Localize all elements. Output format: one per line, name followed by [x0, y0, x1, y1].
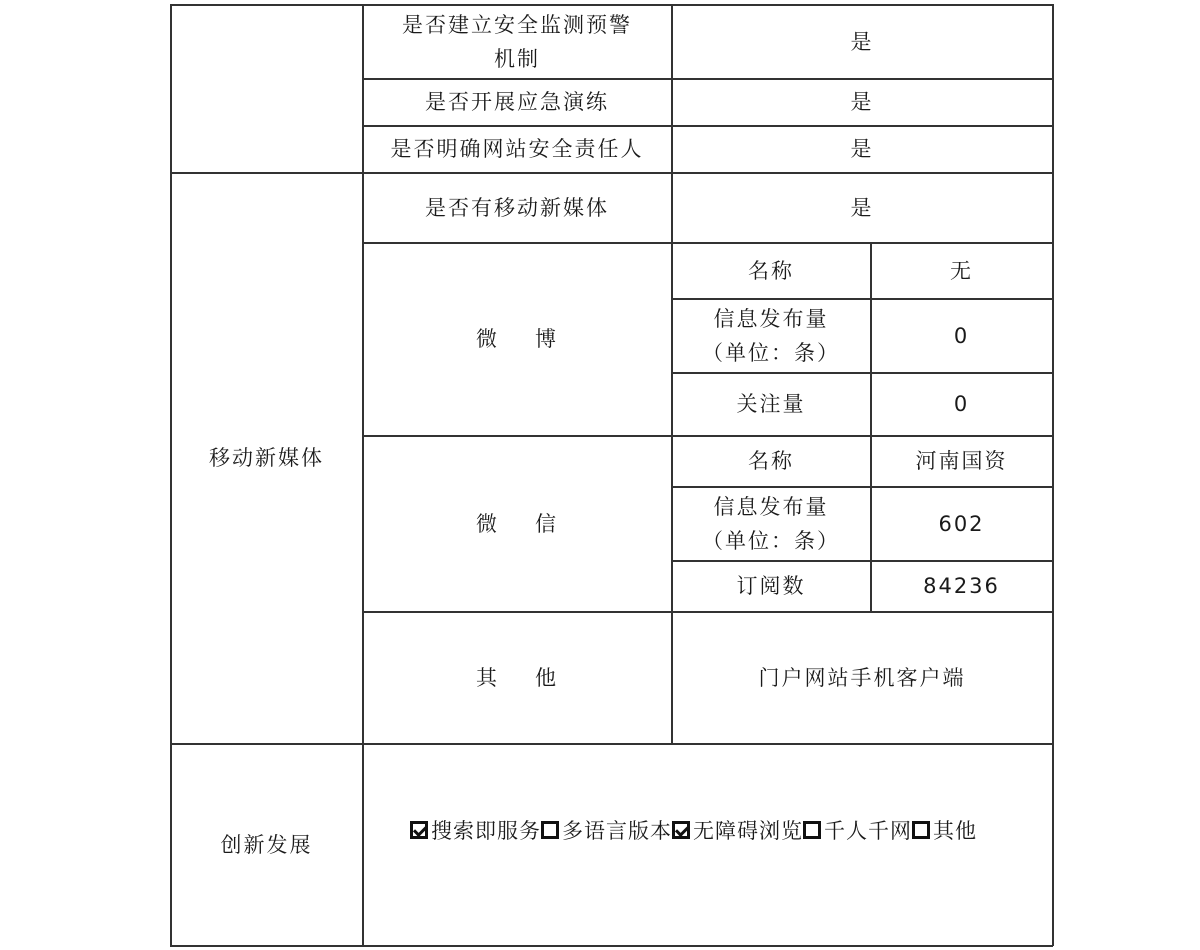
weibo-name-label: 名称 — [748, 258, 794, 283]
innovation-section-label: 创新发展 — [220, 832, 313, 857]
unchecked-box-icon — [541, 821, 559, 839]
unchecked-box-icon — [912, 821, 930, 839]
checked-box-icon — [410, 821, 428, 839]
weibo-label — [363, 243, 671, 435]
weibo-posts-label — [672, 299, 870, 372]
has-mobile-answer: 是 — [850, 195, 874, 220]
wechat-label-b: 信 — [535, 511, 558, 536]
innovation-option-label: 搜索即服务 — [431, 819, 541, 843]
innovation-option-label: 千人千网 — [824, 819, 912, 843]
drill-question: 是否开展应急演练 — [425, 90, 609, 114]
unchecked-box-icon — [803, 821, 821, 839]
wechat-label — [363, 436, 671, 611]
responsible-question: 是否明确网站安全责任人 — [390, 137, 644, 161]
other-label-a: 其 — [476, 665, 499, 690]
checked-box-icon — [672, 821, 690, 839]
innovation-option-label: 多语言版本 — [562, 819, 672, 843]
innovation-options — [410, 812, 977, 848]
weibo-followers-value: 0 — [953, 392, 970, 416]
weibo-followers-label: 关注量 — [736, 392, 806, 416]
wechat-posts-label-line1: 信息发布量 — [713, 494, 829, 519]
table-border-right — [1052, 4, 1054, 946]
other-label-b: 他 — [535, 665, 558, 690]
wechat-name-label: 名称 — [748, 449, 794, 473]
other-label — [363, 612, 671, 743]
wechat-name-value: 河南国资 — [915, 449, 1008, 473]
responsible-answer: 是 — [850, 137, 874, 161]
weibo-label-b: 博 — [535, 327, 558, 351]
monitor-question-line2: 机制 — [494, 46, 540, 71]
mobile-section-label: 移动新媒体 — [209, 446, 324, 470]
monitor-question — [363, 5, 671, 78]
weibo-label-a: 微 — [476, 327, 499, 351]
wechat-subs-value: 84236 — [923, 574, 1000, 598]
wechat-label-a: 微 — [476, 511, 499, 536]
wechat-posts-label — [672, 487, 870, 560]
wechat-subs-label: 订阅数 — [736, 574, 806, 598]
innovation-option-label: 其他 — [933, 819, 977, 843]
weibo-posts-value: 0 — [953, 323, 970, 348]
table-border-bottom — [170, 945, 1053, 947]
drill-answer: 是 — [850, 90, 874, 114]
weibo-posts-label-line2: （单位：条） — [702, 340, 840, 365]
wechat-posts-value: 602 — [938, 511, 985, 536]
weibo-posts-label-line1: 信息发布量 — [713, 306, 829, 331]
monitor-answer: 是 — [850, 29, 874, 54]
other-value: 门户网站手机客户端 — [758, 665, 966, 690]
monitor-question-line1: 是否建立安全监测预警 — [402, 12, 632, 37]
has-mobile-question: 是否有移动新媒体 — [425, 195, 609, 220]
wechat-posts-label-line2: （单位：条） — [702, 528, 840, 553]
innovation-option-label: 无障碍浏览 — [693, 819, 803, 843]
weibo-name-value: 无 — [950, 258, 973, 283]
